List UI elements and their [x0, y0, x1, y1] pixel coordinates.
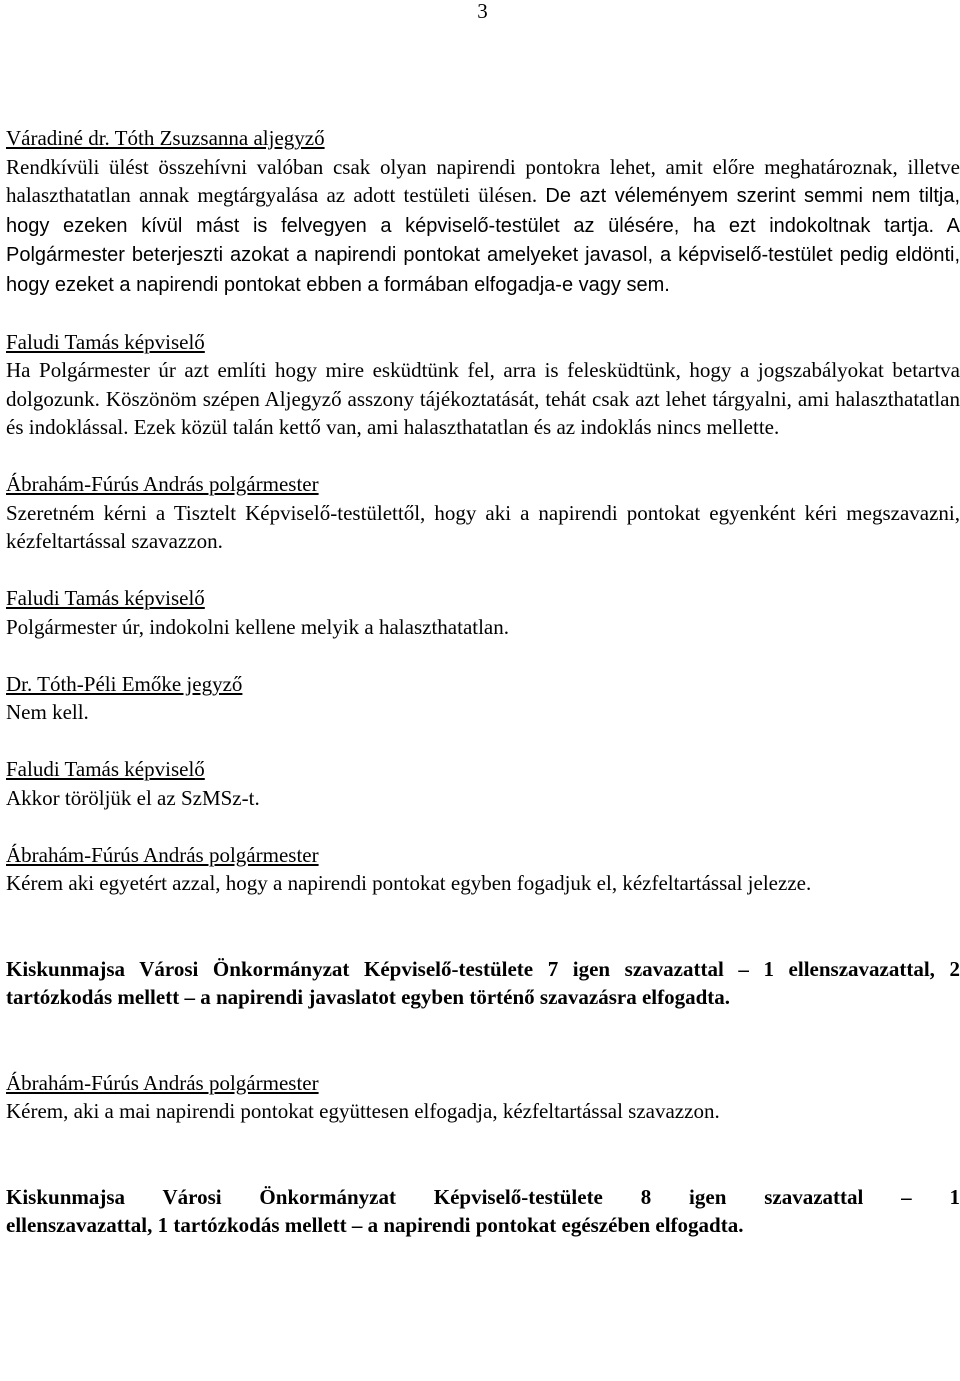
speech-text — [6, 153, 960, 300]
speaker-name: Dr. Tóth-Péli Emőke jegyző — [6, 671, 243, 696]
entry-faludi-1 — [6, 328, 960, 442]
resolution-line: ellenszavazattal, 1 tartózkodás mellett – a napirendi pontokat egészében elfogadta. — [6, 1213, 744, 1237]
speech-text: Kérem, aki a mai napirendi pontokat együttesen elfogadja, kézfeltartással szavazzon. — [6, 1099, 720, 1123]
entry-jegyzo — [6, 670, 960, 727]
speech-text: Szeretném kérni a Tisztelt Képviselő-testülettől, hogy aki a napirendi pontokat egyenként kéri megszavazni, kézfeltartással szavazzon. — [6, 500, 960, 553]
speaker-name: Ábrahám-Fúrús András polgármester — [6, 842, 319, 867]
speaker-name: Faludi Tamás képviselő — [6, 329, 205, 354]
resolution-1: Kiskunmajsa Városi Önkormányzat Képviselő-testülete 7 igen szavazattal – 1 ellenszavazattal, 2 tartózkodás mellett – a napirendi javaslatot egyben történő szavazásra elfogadta. — [6, 956, 960, 1009]
entry-polgarmester-1 — [6, 470, 960, 556]
speaker-name: Váradiné dr. Tóth Zsuzsanna aljegyző — [6, 126, 325, 150]
page-number: 3 — [477, 0, 488, 23]
speech-text: Akkor töröljük el az SzMSz-t. — [6, 785, 260, 810]
speech-text: Kérem aki egyetért azzal, hogy a napirendi pontokat egyben fogadjuk el, kézfeltartással jelezze. — [6, 871, 812, 895]
resolution-line: Kiskunmajsa Városi Önkormányzat Képviselő-testülete 8 igen szavazattal – 1 — [6, 1184, 960, 1209]
speech-text-part: De azt véleményem szerint semmi nem tiltja, hogy ezeken kívül mást is felvegyen a képviselő-testület az ülésére, ha ezt indokoltnak tartja. A Polgármester beterjeszti azokat a napirendi pontokat amelyeket javasol, a képviselő-testület pedig eldönti, hogy ezeket a napirendi pontokat ebben a formában elfogadja-e vagy sem. — [6, 185, 960, 296]
entry-polgarmester-2 — [6, 841, 960, 898]
document-body — [6, 124, 960, 1240]
resolution-2 — [6, 1183, 960, 1240]
speaker-name: Ábrahám-Fúrús András polgármester — [6, 1070, 319, 1095]
speaker-name: Ábrahám-Fúrús András polgármester — [6, 472, 319, 496]
speech-text: Nem kell. — [6, 700, 89, 724]
entry-polgarmester-3 — [6, 1069, 960, 1126]
entry-faludi-3 — [6, 755, 960, 812]
entry-aljegyzo — [6, 124, 960, 299]
speaker-name: Faludi Tamás képviselő — [6, 757, 205, 781]
speech-text-part: Rendkívüli ülést összehívni valóban csak olyan napirendi pontokra lehet, amit előre meghatároznak, illetve halaszthatatlan annak megtárgyalása az adott testületi ülésen. — [6, 154, 960, 207]
speaker-name: Faludi Tamás képviselő — [6, 586, 205, 610]
speech-text: Ha Polgármester úr azt említi hogy mire esküdtünk fel, arra is felesküdtünk, hogy a jogszabályokat betartva dolgozunk. Köszönöm szépen Aljegyző asszony tájékoztatását, tehát csak azt lehet tárgyalni, ami halaszthatatlan és indoklással. Ezek közül talán kettő van, ami halaszthatatlan és az indoklás nincs mellette. — [6, 358, 960, 439]
entry-faludi-2 — [6, 584, 960, 641]
speech-text: Polgármester úr, indokolni kellene melyik a halaszthatatlan. — [6, 614, 510, 639]
